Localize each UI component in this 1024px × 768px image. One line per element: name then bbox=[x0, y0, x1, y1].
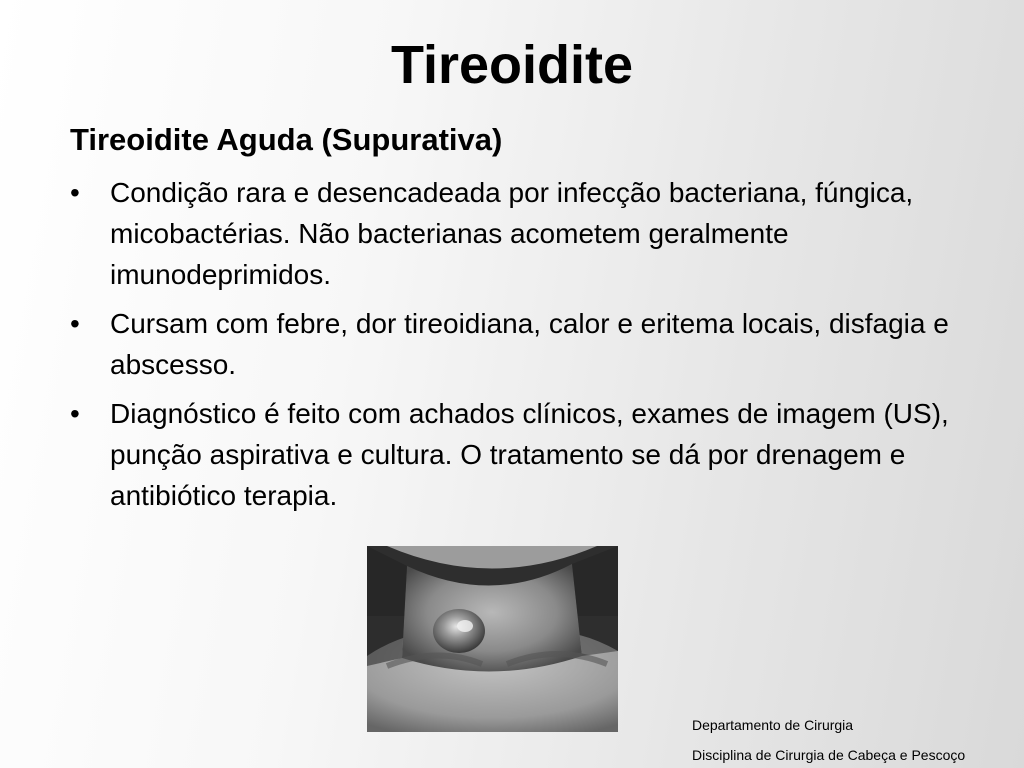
slide-title: Tireoidite bbox=[390, 35, 634, 95]
bullet-item-3 bbox=[70, 393, 950, 516]
clinical-photo bbox=[367, 546, 618, 732]
bullet-list bbox=[70, 172, 950, 524]
footer-discipline: Disciplina de Cirurgia de Cabeça e Pescoço bbox=[692, 747, 966, 763]
bullet-marker: • bbox=[70, 177, 80, 208]
bullet-text-2: Cursam com febre, dor tireoidiana, calor e eritema locais, disfagia e abscesso. bbox=[110, 308, 949, 380]
slide-subtitle: Tireoidite Aguda (Supurativa) bbox=[70, 122, 503, 157]
footer-department: Departamento de Cirurgia bbox=[692, 717, 854, 733]
bullet-text-1: Condição rara e desencadeada por infecção bacteriana, fúngica, micobactérias. Não bacterianas acometem geralmente imunodeprimidos. bbox=[110, 177, 914, 290]
bullet-text-3: Diagnóstico é feito com achados clínicos, exames de imagem (US), punção aspirativa e cultura. O tratamento se dá por drenagem e antibiótico terapia. bbox=[110, 398, 949, 511]
bullet-marker: • bbox=[70, 398, 80, 429]
bullet-marker: • bbox=[70, 308, 80, 339]
bullet-item-1 bbox=[70, 172, 950, 295]
bullet-item-2 bbox=[70, 303, 950, 385]
